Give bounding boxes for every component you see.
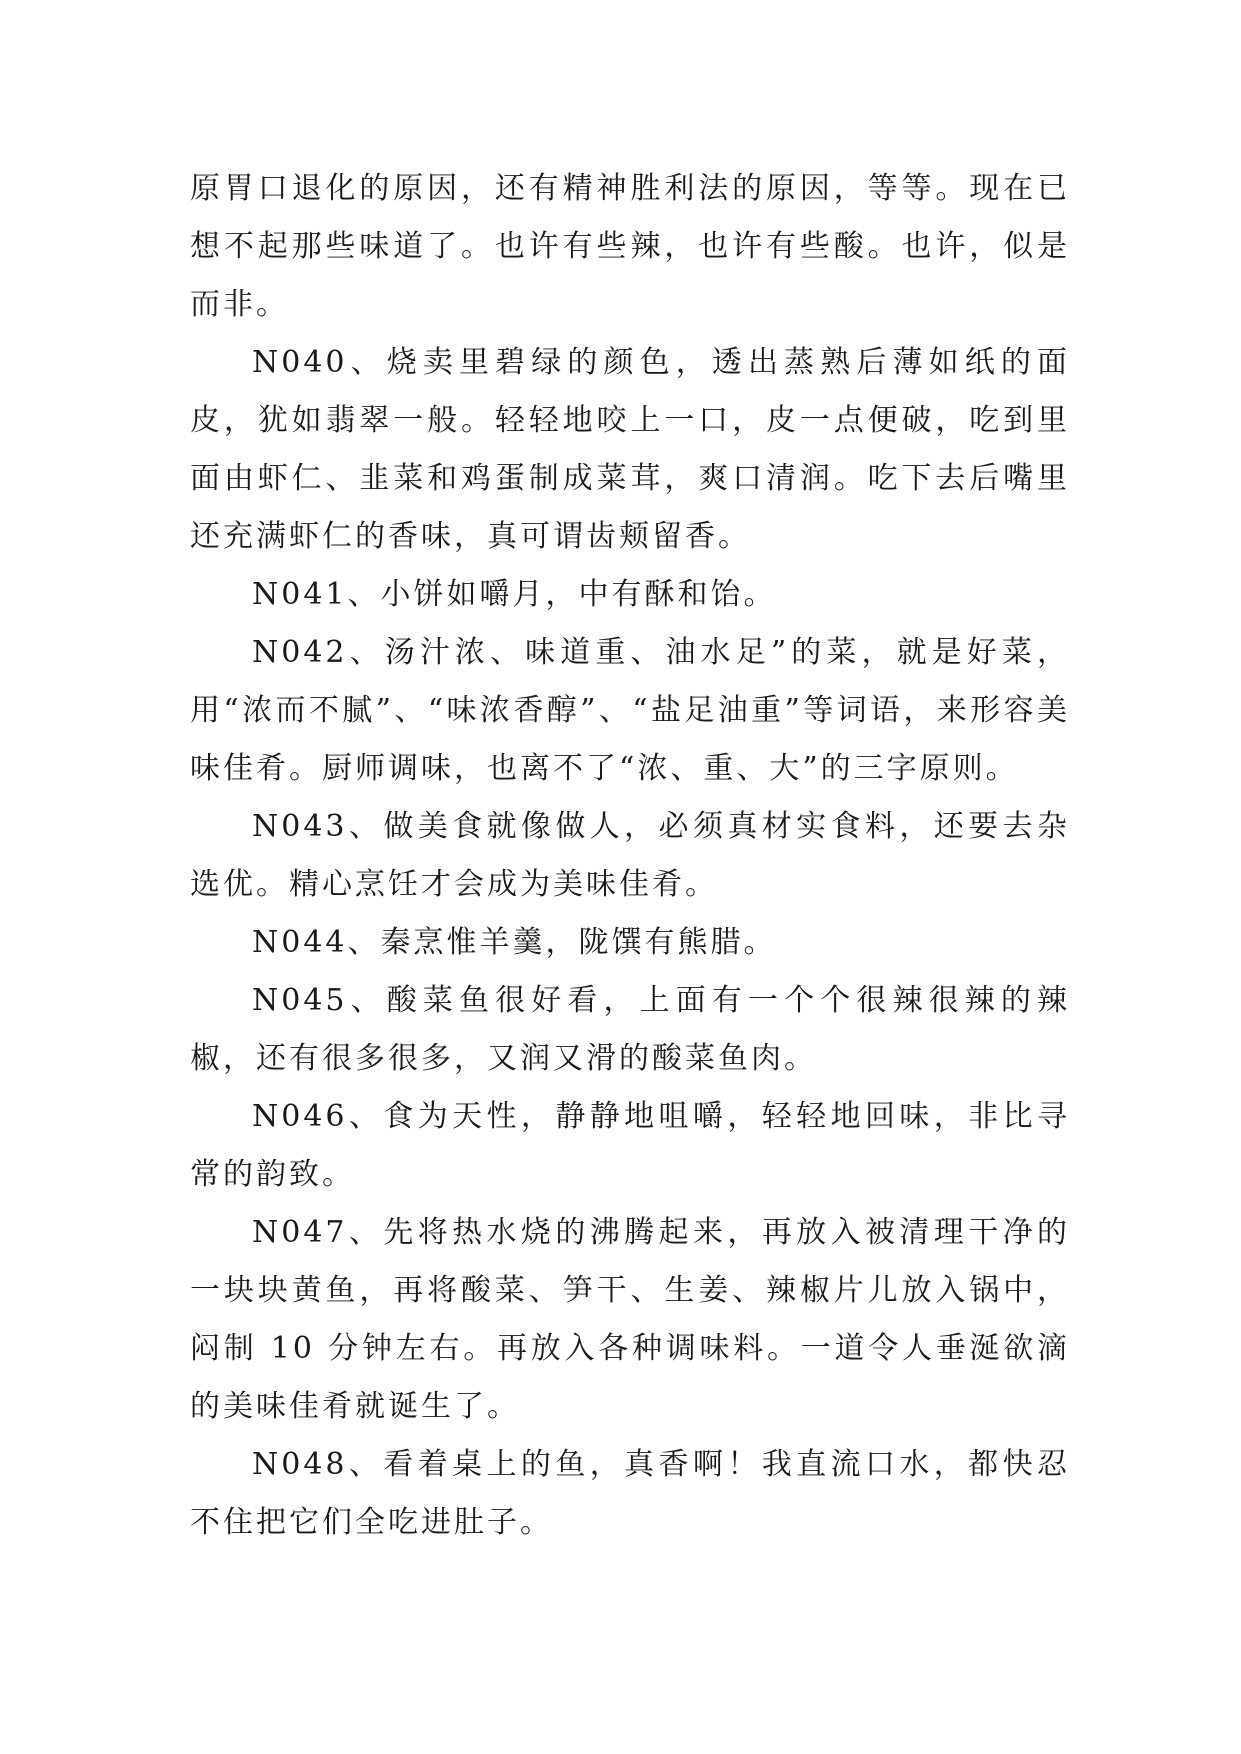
- paragraph-n041: N041、小饼如嚼月，中有酥和饴。: [252, 577, 777, 612]
- paragraph-n046: N046、食为天性，静静地咀嚼，轻轻地回味，非比寻常的韵致。: [190, 1099, 1070, 1192]
- paragraph-n042: N042、汤汁浓、味道重、油水足”的菜，就是好菜，用“浓而不腻”、“味浓香醇”、“盐足油重”等词语，来形容美味佳肴。厨师调味，也离不了“浓、重、大”的三字原则。: [190, 635, 1070, 786]
- paragraph-n047: N047、先将热水烧的沸腾起来，再放入被清理干净的一块块黄鱼，再将酸菜、笋干、生姜、辣椒片儿放入锅中，闷制 10 分钟左右。再放入各种调味料。一道令人垂涎欲滴的美味佳肴就诞生了。: [190, 1215, 1070, 1424]
- paragraph-n044: N044、秦烹惟羊羹，陇馔有熊腊。: [252, 925, 777, 960]
- paragraph-n043: N043、做美食就像做人，必须真材实食料，还要去杂选优。精心烹饪才会成为美味佳肴。: [190, 809, 1070, 902]
- paragraph-n045: N045、酸菜鱼很好看，上面有一个个很辣很辣的辣椒，还有很多很多，又润又滑的酸菜鱼肉。: [190, 983, 1070, 1076]
- paragraph-continuation: 原胃口退化的原因，还有精神胜利法的原因，等等。现在已想不起那些味道了。也许有些辣，也许有些酸。也许，似是而非。: [190, 171, 1070, 322]
- paragraph-n040: N040、烧卖里碧绿的颜色，透出蒸熟后薄如纸的面皮，犹如翡翠一般。轻轻地咬上一口，皮一点便破，吃到里面由虾仁、韭菜和鸡蛋制成菜茸，爽口清润。吃下去后嘴里还充满虾仁的香味，真可谓齿颊留香。: [190, 345, 1070, 554]
- paragraph-n048: N048、看着桌上的鱼，真香啊！我直流口水，都快忍不住把它们全吃进肚子。: [190, 1447, 1070, 1540]
- document-body: [190, 160, 1070, 1552]
